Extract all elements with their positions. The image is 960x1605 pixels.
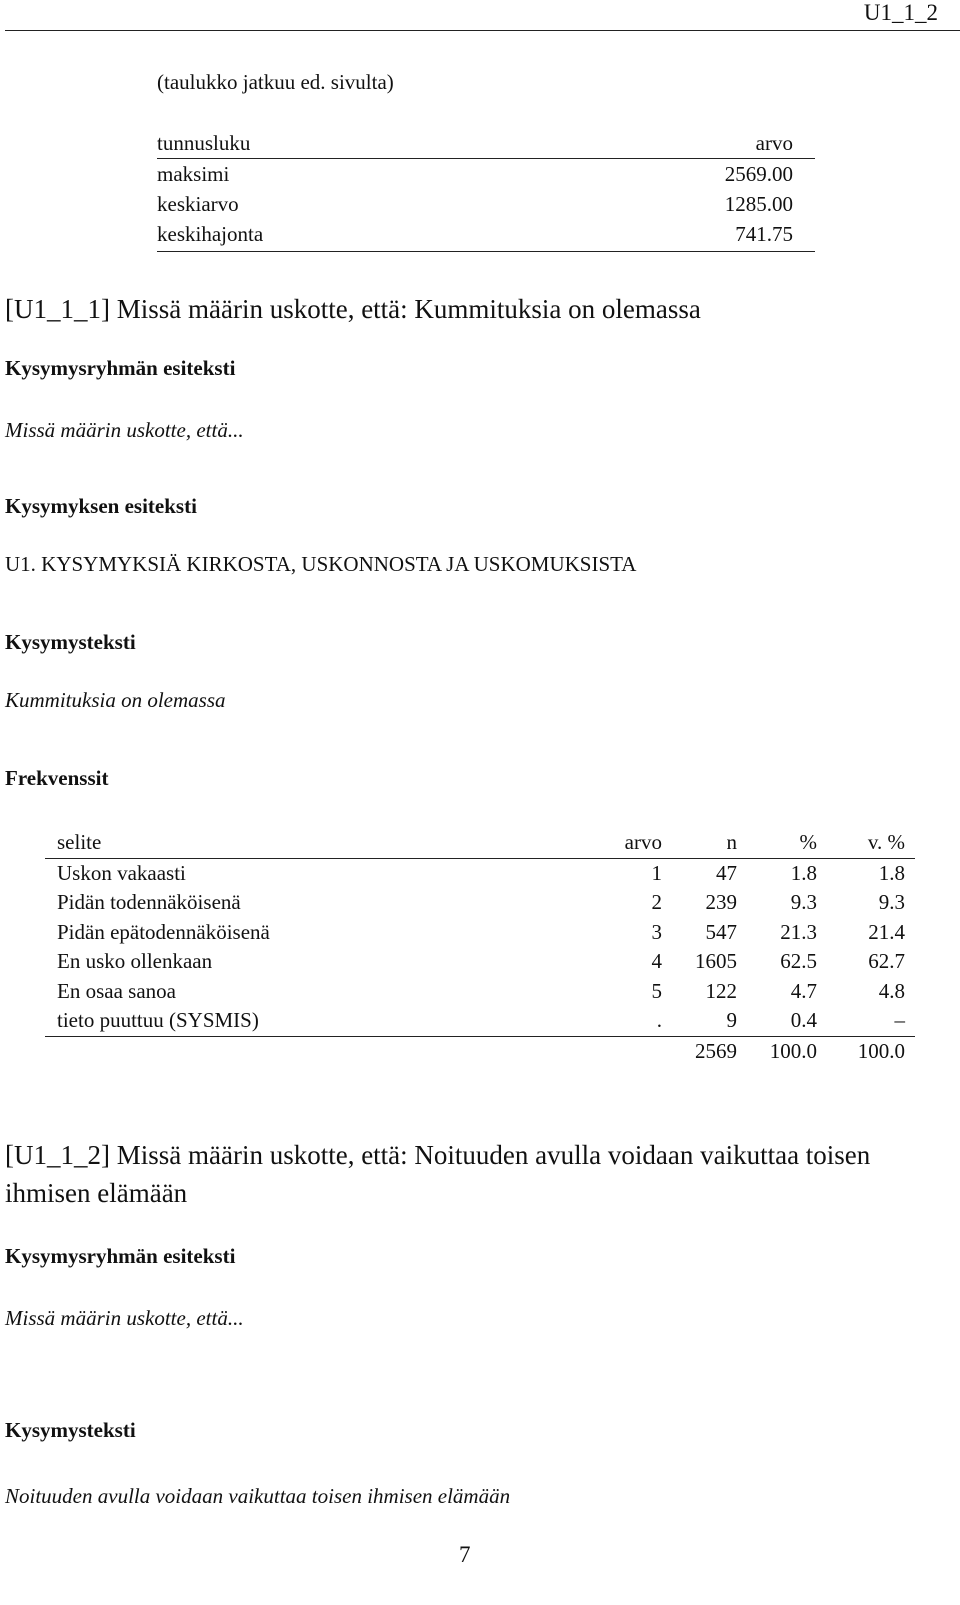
freq-cell-vpct: 62.7 — [868, 949, 905, 973]
stats-cell-label: maksimi — [157, 162, 230, 186]
continued-note: (taulukko jatkuu ed. sivulta) — [157, 70, 394, 94]
freq-total-n: 2569 — [695, 1038, 737, 1063]
section1-question-text: Kummituksia on olemassa — [5, 688, 226, 712]
freq-cell-pct: 9.3 — [790, 890, 817, 914]
table-row — [45, 947, 915, 977]
freq-total-pct: 100.0 — [769, 1038, 817, 1063]
freq-cell-vpct: 4.8 — [878, 978, 905, 1003]
freq-total-selite — [45, 1037, 517, 1067]
freq-cell-n: 47 — [716, 860, 737, 885]
stats-row — [157, 159, 815, 189]
stats-header-row — [157, 128, 815, 159]
section1-title: [U1_1_1] Missä määrin uskotte, että: Kummituksia on olemassa — [5, 294, 701, 324]
freq-cell-n: 9 — [726, 1008, 737, 1032]
section1-question-label: Kysymysteksti — [5, 630, 136, 654]
freq-cell-arvo: 3 — [651, 919, 662, 944]
stats-cell-label: keskiarvo — [157, 192, 239, 216]
freq-cell-arvo: 2 — [651, 890, 662, 914]
freq-cell-vpct: 9.3 — [878, 890, 905, 914]
stats-cell-value: 1285.00 — [724, 192, 793, 216]
table-row — [45, 977, 915, 1007]
freq-total-vpct: 100.0 — [857, 1038, 905, 1063]
table-row — [45, 918, 915, 948]
freq-total-row — [45, 1037, 915, 1067]
freq-cell-pct: 62.5 — [780, 949, 817, 973]
stats-row — [157, 219, 815, 249]
freq-cell-n: 122 — [705, 978, 737, 1003]
freq-header-row — [45, 828, 915, 859]
stats-header-value: arvo — [755, 131, 793, 155]
section1-freq-label: Frekvenssit — [5, 766, 109, 790]
running-header: U1_1_2 — [863, 0, 938, 25]
section1-group-label: Kysymysryhmän esiteksti — [5, 356, 236, 380]
section2-group-text: Missä määrin uskotte, että... — [5, 1306, 244, 1330]
freq-cell-n: 547 — [705, 919, 737, 944]
freq-cell-selite: Pidän todennäköisenä — [57, 890, 241, 914]
stats-header-label: tunnusluku — [157, 131, 251, 155]
stats-cell-value: 2569.00 — [724, 162, 793, 186]
freq-total-arvo — [517, 1037, 662, 1067]
freq-cell-selite: tieto puuttuu (SYSMIS) — [57, 1008, 259, 1032]
freq-cell-pct: 0.4 — [790, 1008, 817, 1032]
section2-question-text: Noituuden avulla voidaan vaikuttaa toisen ihmisen elämään — [5, 1484, 511, 1508]
section1-group-text: Missä määrin uskotte, että... — [5, 418, 244, 442]
freq-cell-n: 239 — [705, 890, 737, 914]
table-row — [45, 888, 915, 918]
section2-title: [U1_1_2] Missä määrin uskotte, että: Noituuden avulla voidaan vaikuttaa toisen ihmisen elämään — [5, 1140, 871, 1208]
table-row — [45, 859, 915, 889]
freq-cell-pct: 21.3 — [780, 919, 817, 944]
stats-table — [157, 128, 815, 252]
stats-cell-value: 741.75 — [735, 222, 793, 246]
freq-cell-arvo: 4 — [651, 949, 662, 973]
freq-header-n: n — [726, 830, 737, 854]
freq-cell-selite: En usko ollenkaan — [57, 949, 213, 973]
freq-header-pct: % — [799, 830, 817, 854]
stats-row — [157, 189, 815, 219]
freq-cell-arvo: . — [656, 1008, 662, 1032]
freq-cell-arvo: 5 — [651, 978, 662, 1003]
page-number: 7 — [459, 1542, 471, 1567]
freq-cell-arvo: 1 — [651, 860, 662, 885]
freq-cell-vpct: 21.4 — [868, 919, 905, 944]
freq-cell-vpct: – — [894, 1008, 905, 1032]
freq-header-vpct: v. % — [867, 830, 905, 854]
stats-cell-label: keskihajonta — [157, 222, 264, 246]
freq-header-arvo: arvo — [624, 830, 662, 854]
frequency-table — [45, 828, 915, 1066]
freq-cell-pct: 4.7 — [790, 978, 817, 1003]
section1-question-pre-label: Kysymyksen esiteksti — [5, 494, 197, 518]
header-rule — [5, 30, 960, 31]
freq-header-selite: selite — [57, 830, 102, 854]
table-row — [45, 1006, 915, 1036]
freq-cell-selite: Pidän epätodennäköisenä — [57, 919, 270, 944]
section2-group-label: Kysymysryhmän esiteksti — [5, 1244, 236, 1268]
freq-cell-selite: Uskon vakaasti — [57, 860, 186, 885]
section1-question-pre-text: U1. KYSYMYKSIÄ KIRKOSTA, USKONNOSTA JA USKOMUKSISTA — [5, 552, 637, 576]
freq-cell-pct: 1.8 — [790, 860, 817, 885]
stats-body — [157, 159, 815, 252]
section2-question-label: Kysymysteksti — [5, 1418, 136, 1442]
freq-cell-selite: En osaa sanoa — [57, 978, 176, 1003]
freq-cell-vpct: 1.8 — [878, 860, 905, 885]
freq-cell-n: 1605 — [695, 949, 737, 973]
freq-body — [45, 859, 915, 1037]
